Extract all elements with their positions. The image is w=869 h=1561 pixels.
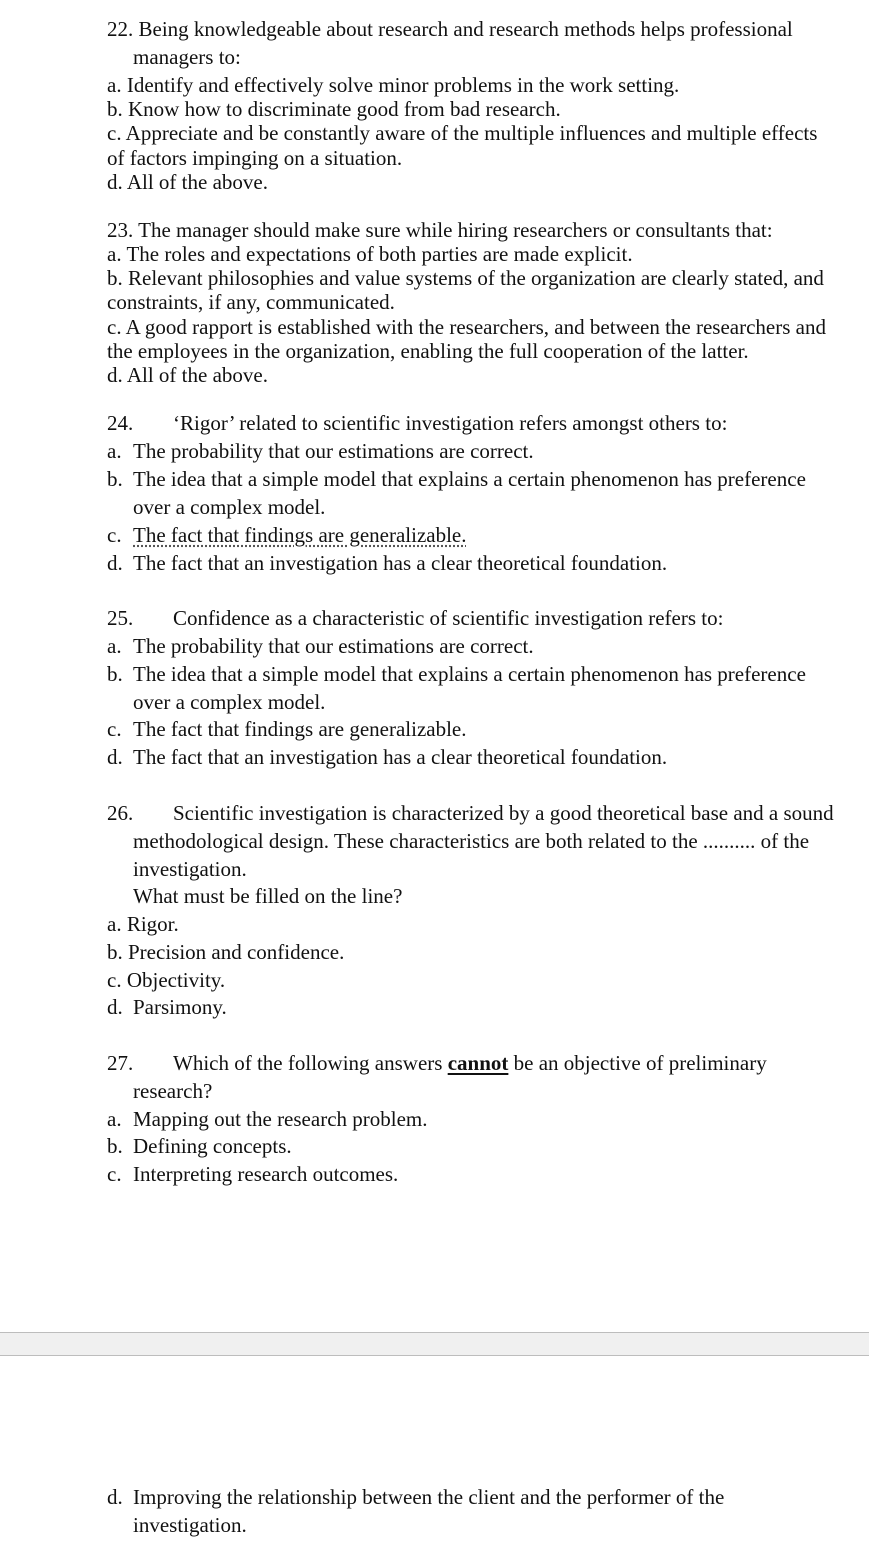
- q27-option-d-letter: d.: [107, 1485, 123, 1509]
- q25-option-d-letter: d.: [107, 745, 123, 769]
- q25-number: 25.: [107, 606, 134, 630]
- q26-stem-line-4: What must be filled on the line?: [133, 884, 403, 908]
- q22-option-a: a. Identify and effectively solve minor problems in the work setting.: [107, 73, 680, 97]
- q22-option-b: b. Know how to discriminate good from bad research.: [107, 97, 561, 121]
- q23-option-d: d. All of the above.: [107, 363, 268, 387]
- q27-stem-post: be an objective of preliminary: [513, 1051, 767, 1075]
- q23-stem: 23. The manager should make sure while hiring researchers or consultants that:: [107, 218, 773, 242]
- q25-option-b-line-2: over a complex model.: [133, 690, 326, 714]
- q27-option-c: Interpreting research outcomes.: [133, 1162, 399, 1186]
- q22-option-c-line-1: c. Appreciate and be constantly aware of the multiple influences and multiple effects: [107, 121, 818, 145]
- q23-option-b-line-2: constraints, if any, communicated.: [107, 290, 395, 314]
- q27-number: 27.: [107, 1051, 134, 1075]
- q24-option-c-letter: c.: [107, 523, 122, 547]
- q24-option-d-letter: d.: [107, 551, 123, 575]
- q24-option-b-line-1: The idea that a simple model that explains a certain phenomenon has preference: [133, 467, 806, 491]
- q24-option-a-letter: a.: [107, 439, 122, 463]
- q27-option-d-line-2: investigation.: [133, 1513, 247, 1537]
- q27-option-a: Mapping out the research problem.: [133, 1107, 428, 1131]
- q22-stem-line-1: 22. Being knowledgeable about research and research methods helps professional: [107, 17, 793, 41]
- q24-option-b-line-2: over a complex model.: [133, 495, 326, 519]
- q27-stem-pre: Which of the following answers: [173, 1051, 443, 1075]
- q25-option-d: The fact that an investigation has a clear theoretical foundation.: [133, 745, 668, 769]
- q24-option-d: The fact that an investigation has a clear theoretical foundation.: [133, 551, 668, 575]
- q23-option-c-line-2: the employees in the organization, enabling the full cooperation of the latter.: [107, 339, 749, 363]
- q27-keyword-cannot: cannot: [447, 1051, 509, 1075]
- q24-option-b-letter: b.: [107, 467, 123, 491]
- q22-stem-line-2: managers to:: [133, 45, 241, 69]
- q24-option-c: The fact that findings are generalizable.: [133, 523, 467, 547]
- q25-option-b-line-1: The idea that a simple model that explains a certain phenomenon has preference: [133, 662, 806, 686]
- q26-stem-line-1: Scientific investigation is characterized by a good theoretical base and a sound: [173, 801, 834, 825]
- q26-option-a: a. Rigor.: [107, 912, 179, 936]
- q27-option-c-letter: c.: [107, 1162, 122, 1186]
- q25-option-c: The fact that findings are generalizable.: [133, 717, 467, 741]
- q23-option-a: a. The roles and expectations of both parties are made explicit.: [107, 242, 633, 266]
- q26-stem-line-3: investigation.: [133, 857, 247, 881]
- q26-option-d: Parsimony.: [133, 995, 227, 1019]
- q26-option-b: b. Precision and confidence.: [107, 940, 345, 964]
- q27-stem-line-2: research?: [133, 1079, 213, 1103]
- page-break-separator: [0, 1332, 869, 1356]
- q26-option-c: c. Objectivity.: [107, 968, 226, 992]
- q23-option-b-line-1: b. Relevant philosophies and value systems of the organization are clearly stated, and: [107, 266, 824, 290]
- q25-option-a-letter: a.: [107, 634, 122, 658]
- q27-option-b-letter: b.: [107, 1134, 123, 1158]
- q26-stem-line-2: methodological design. These characteristics are both related to the .......... of the: [133, 829, 810, 853]
- q26-option-d-letter: d.: [107, 995, 123, 1019]
- q22-option-d: d. All of the above.: [107, 170, 268, 194]
- q24-number: 24.: [107, 411, 134, 435]
- q27-option-a-letter: a.: [107, 1107, 122, 1131]
- q26-number: 26.: [107, 801, 134, 825]
- q25-stem: Confidence as a characteristic of scientific investigation refers to:: [173, 606, 724, 630]
- q24-option-a: The probability that our estimations are correct.: [133, 439, 534, 463]
- q24-stem: ‘Rigor’ related to scientific investigation refers amongst others to:: [173, 411, 728, 435]
- q23-option-c-line-1: c. A good rapport is established with the researchers, and between the researchers and: [107, 315, 826, 339]
- q22-option-c-line-2: of factors impinging on a situation.: [107, 146, 403, 170]
- q25-option-a: The probability that our estimations are correct.: [133, 634, 534, 658]
- q25-option-c-letter: c.: [107, 717, 122, 741]
- q27-stem-line-1: [173, 1051, 767, 1075]
- q27-option-d-line-1: Improving the relationship between the client and the performer of the: [133, 1485, 725, 1509]
- q27-option-b: Defining concepts.: [133, 1134, 292, 1158]
- q25-option-b-letter: b.: [107, 662, 123, 686]
